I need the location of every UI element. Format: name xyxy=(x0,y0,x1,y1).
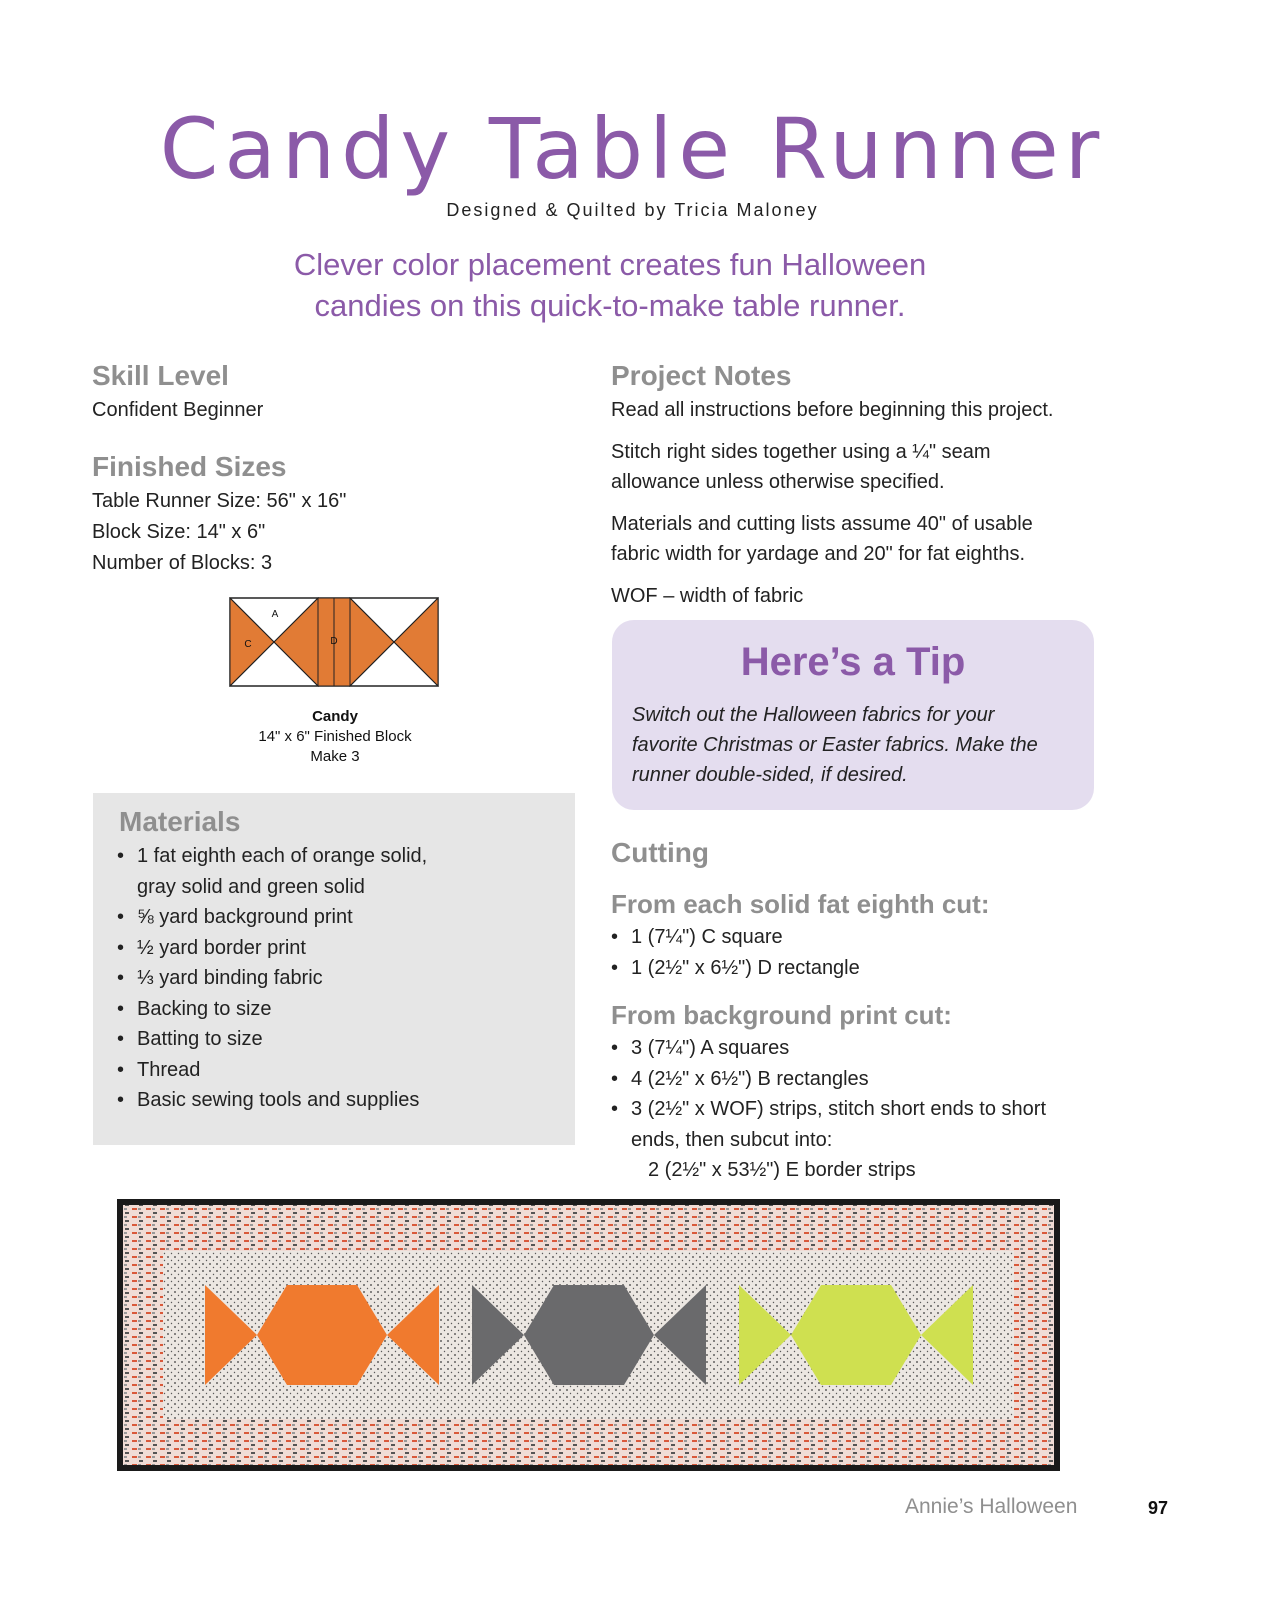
cutting-item: • 3 (2½" x WOF) strips, stitch short ends to short ends, then subcut into: xyxy=(611,1094,1046,1155)
cutting-item: • 1 (2½" x 6½") D rectangle xyxy=(611,953,860,984)
candy-block-diagram xyxy=(229,597,439,687)
materials-item: • Batting to size xyxy=(117,1024,427,1055)
materials-item: • 1 fat eighth each of orange solid, gray solid and green solid xyxy=(117,841,427,902)
designer-byline: Designed & Quilted by Tricia Maloney xyxy=(446,200,819,220)
notes-paragraph: Read all instructions before beginning this project. xyxy=(611,399,1054,421)
cutting-item: • 3 (7¼") A squares xyxy=(611,1033,1046,1064)
materials-item: • Thread xyxy=(117,1055,427,1086)
finished-sizes-heading: Finished Sizes xyxy=(92,451,287,482)
table-runner-photo xyxy=(117,1199,1060,1471)
finished-size-line: Number of Blocks: 3 xyxy=(92,552,273,574)
tagline-line: Clever color placement creates fun Halloween xyxy=(293,247,927,282)
finished-size-line: Table Runner Size: 56" x 16" xyxy=(92,490,347,512)
block-caption xyxy=(230,707,440,767)
cutting-solid-heading: From each solid fat eighth cut: xyxy=(611,889,990,919)
cutting-background-list xyxy=(611,1033,1046,1155)
cutting-solid-list xyxy=(611,922,860,983)
cutting-background-heading: From background print cut: xyxy=(611,1000,952,1030)
block-label-c: C xyxy=(244,639,252,650)
finished-sizes-list xyxy=(92,486,346,579)
skill-level-value: Confident Beginner xyxy=(92,399,264,421)
tip-text xyxy=(632,700,1082,790)
tip-line: runner double-sided, if desired. xyxy=(632,764,908,786)
project-notes-body xyxy=(611,395,1091,623)
cutting-subitem: 2 (2½" x 53½") E border strips xyxy=(648,1159,916,1181)
finished-size-line: Block Size: 14" x 6" xyxy=(92,521,266,543)
page-title: Candy Table Runner xyxy=(159,100,1106,198)
tip-line: Switch out the Halloween fabrics for your xyxy=(632,704,995,726)
block-caption-make: Make 3 xyxy=(310,748,360,765)
skill-level-heading: Skill Level xyxy=(92,360,229,391)
tagline-line: candies on this quick-to-make table runner. xyxy=(314,288,906,323)
tagline xyxy=(150,244,1070,326)
block-label-d: D xyxy=(330,636,338,647)
cutting-item: • 4 (2½" x 6½") B rectangles xyxy=(611,1064,1046,1095)
cutting-heading: Cutting xyxy=(611,837,709,868)
tip-line: favorite Christmas or Easter fabrics. Make the xyxy=(632,734,1038,756)
page-number: 97 xyxy=(1148,1498,1169,1518)
materials-heading: Materials xyxy=(119,806,241,837)
block-caption-title: Candy xyxy=(312,708,358,725)
cutting-item: • 1 (7¼") C square xyxy=(611,922,860,953)
block-caption-size: 14" x 6" Finished Block xyxy=(258,728,412,745)
notes-paragraph: Stitch right sides together using a ¼" seam allowance unless otherwise specified. xyxy=(611,441,991,493)
materials-item: • ½ yard border print xyxy=(117,933,427,964)
materials-item: • ⅓ yard binding fabric xyxy=(117,963,427,994)
materials-item: • Backing to size xyxy=(117,994,427,1025)
materials-list xyxy=(117,841,427,1116)
footer-book-title: Annie’s Halloween xyxy=(905,1495,1078,1518)
tip-title: Here’s a Tip xyxy=(740,640,966,684)
project-notes-heading: Project Notes xyxy=(611,360,792,391)
block-label-a: A xyxy=(271,609,279,620)
materials-item: • Basic sewing tools and supplies xyxy=(117,1085,427,1116)
materials-item: • ⅝ yard background print xyxy=(117,902,427,933)
notes-paragraph: Materials and cutting lists assume 40" of usable fabric width for yardage and 20" for fat eighths. xyxy=(611,513,1033,565)
notes-paragraph: WOF – width of fabric xyxy=(611,585,804,607)
